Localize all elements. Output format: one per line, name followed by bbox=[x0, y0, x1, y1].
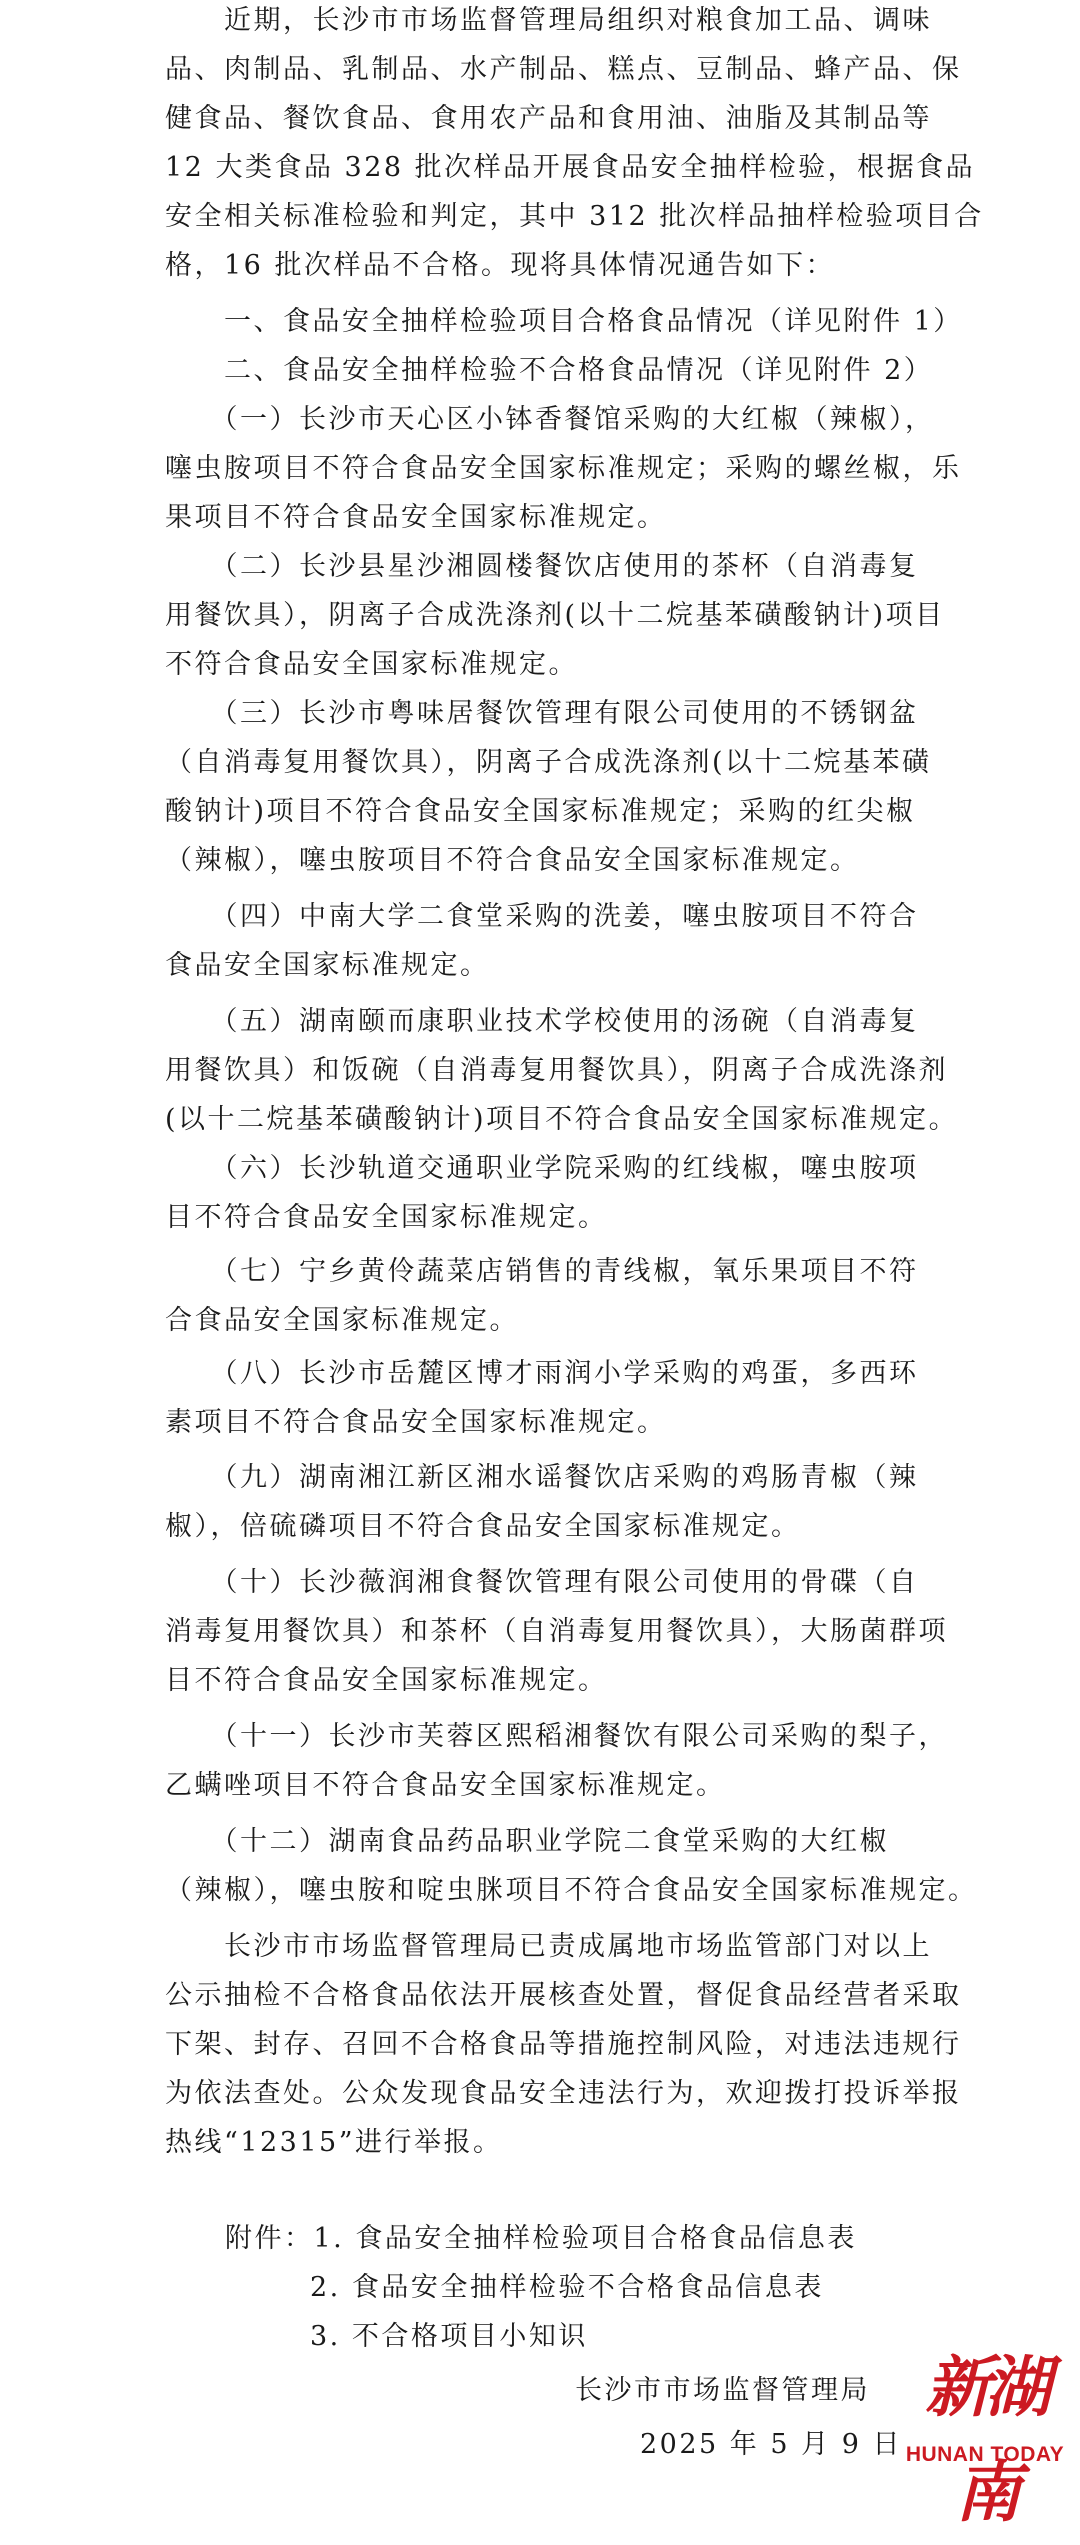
issue-date: 2025 年 5 月 9 日 bbox=[640, 2429, 902, 2460]
body-line: 健食品、餐饮食品、食用农产品和食用油、油脂及其制品等 bbox=[165, 103, 932, 134]
closing-line: 长沙市市场监督管理局已责成属地市场监管部门对以上 bbox=[165, 1931, 932, 1962]
body-line: 近期，长沙市市场监督管理局组织对粮食加工品、调味 bbox=[165, 5, 932, 36]
item-line: 果项目不符合食品安全国家标准规定。 bbox=[165, 502, 667, 533]
item-line: （十二）湖南食品药品职业学院二食堂采购的大红椒 bbox=[165, 1826, 889, 1857]
item-line: （三）长沙市粤味居餐饮管理有限公司使用的不锈钢盆 bbox=[165, 698, 919, 729]
item-line: 噻虫胺项目不符合食品安全国家标准规定；采购的螺丝椒，乐 bbox=[165, 453, 962, 484]
item-line: （六）长沙轨道交通职业学院采购的红线椒，噻虫胺项 bbox=[165, 1153, 919, 1184]
item-line: （八）长沙市岳麓区博才雨润小学采购的鸡蛋，多西环 bbox=[165, 1358, 919, 1389]
item-line: 目不符合食品安全国家标准规定。 bbox=[165, 1665, 608, 1696]
item-line: 椒），倍硫磷项目不符合食品安全国家标准规定。 bbox=[165, 1511, 801, 1542]
body-line: 安全相关标准检验和判定，其中 312 批次样品抽样检验项目合 bbox=[165, 201, 984, 232]
annex-line-1: 附件：1. 食品安全抽样检验项目合格食品信息表 bbox=[225, 2223, 857, 2254]
item-line: 用餐饮具）和饭碗（自消毒复用餐饮具），阴离子合成洗涤剂 bbox=[165, 1055, 948, 1086]
item-line: 乙螨唑项目不符合食品安全国家标准规定。 bbox=[165, 1770, 726, 1801]
closing-line: 热线“12315”进行举报。 bbox=[165, 2127, 503, 2158]
closing-line: 公示抽检不合格食品依法开展核查处置，督促食品经营者采取 bbox=[165, 1980, 962, 2011]
item-line: （七）宁乡黄伶蔬菜店销售的青线椒，氧乐果项目不符 bbox=[165, 1256, 919, 1287]
signature: 长沙市市场监督管理局 bbox=[575, 2375, 870, 2406]
item-line: （四）中南大学二食堂采购的洗姜，噻虫胺项目不符合 bbox=[165, 901, 919, 932]
item-line: 酸钠计)项目不符合食品安全国家标准规定；采购的红尖椒 bbox=[165, 796, 916, 827]
item-line: (以十二烷基苯磺酸钠计)项目不符合食品安全国家标准规定。 bbox=[165, 1104, 959, 1135]
item-line: （自消毒复用餐饮具），阴离子合成洗涤剂(以十二烷基苯磺 bbox=[165, 747, 932, 778]
body-line: 12 大类食品 328 批次样品开展食品安全抽样检验，根据食品 bbox=[165, 152, 976, 183]
item-line: （辣椒），噻虫胺和啶虫脒项目不符合食品安全国家标准规定。 bbox=[165, 1875, 978, 1906]
annex-line-3: 3. 不合格项目小知识 bbox=[310, 2321, 588, 2352]
body-line: 品、肉制品、乳制品、水产制品、糕点、豆制品、蜂产品、保 bbox=[165, 54, 962, 85]
item-line: （九）湖南湘江新区湘水谣餐饮店采购的鸡肠青椒（辣 bbox=[165, 1462, 919, 1493]
section-heading: 一、食品安全抽样检验项目合格食品情况（详见附件 1） bbox=[165, 306, 963, 337]
logo-subtitle: HUNAN TODAY bbox=[905, 2443, 1065, 2466]
hunan-today-logo bbox=[900, 2335, 1070, 2531]
item-line: 合食品安全国家标准规定。 bbox=[165, 1305, 519, 1336]
item-line: 食品安全国家标准规定。 bbox=[165, 950, 490, 981]
item-line: 素项目不符合食品安全国家标准规定。 bbox=[165, 1407, 667, 1438]
item-line: 用餐饮具），阴离子合成洗涤剂(以十二烷基苯磺酸钠计)项目 bbox=[165, 600, 945, 631]
item-line: （二）长沙县星沙湘圆楼餐饮店使用的茶杯（自消毒复 bbox=[165, 551, 919, 582]
section-heading: 二、食品安全抽样检验不合格食品情况（详见附件 2） bbox=[165, 355, 934, 386]
item-line: （十）长沙薇润湘食餐饮管理有限公司使用的骨碟（自 bbox=[165, 1567, 919, 1598]
item-line: （十一）长沙市芙蓉区熙稻湘餐饮有限公司采购的梨子， bbox=[165, 1721, 948, 1752]
item-line: 消毒复用餐饮具）和茶杯（自消毒复用餐饮具），大肠菌群项 bbox=[165, 1616, 948, 1647]
item-line: 不符合食品安全国家标准规定。 bbox=[165, 649, 578, 680]
body-line: 格，16 批次样品不合格。现将具体情况通告如下： bbox=[165, 250, 835, 281]
closing-line: 为依法查处。公众发现食品安全违法行为，欢迎拨打投诉举报 bbox=[165, 2078, 962, 2109]
closing-line: 下架、封存、召回不合格食品等措施控制风险，对违法违规行 bbox=[165, 2029, 962, 2060]
item-line: （五）湖南颐而康职业技术学校使用的汤碗（自消毒复 bbox=[165, 1006, 919, 1037]
annex-line-2: 2. 食品安全抽样检验不合格食品信息表 bbox=[310, 2272, 824, 2303]
logo-mark: 新湖南 bbox=[925, 2348, 1045, 2531]
item-line: 目不符合食品安全国家标准规定。 bbox=[165, 1202, 608, 1233]
item-line: （一）长沙市天心区小钵香餐馆采购的大红椒（辣椒）， bbox=[165, 404, 935, 435]
item-line: （辣椒），噻虫胺项目不符合食品安全国家标准规定。 bbox=[165, 845, 860, 876]
